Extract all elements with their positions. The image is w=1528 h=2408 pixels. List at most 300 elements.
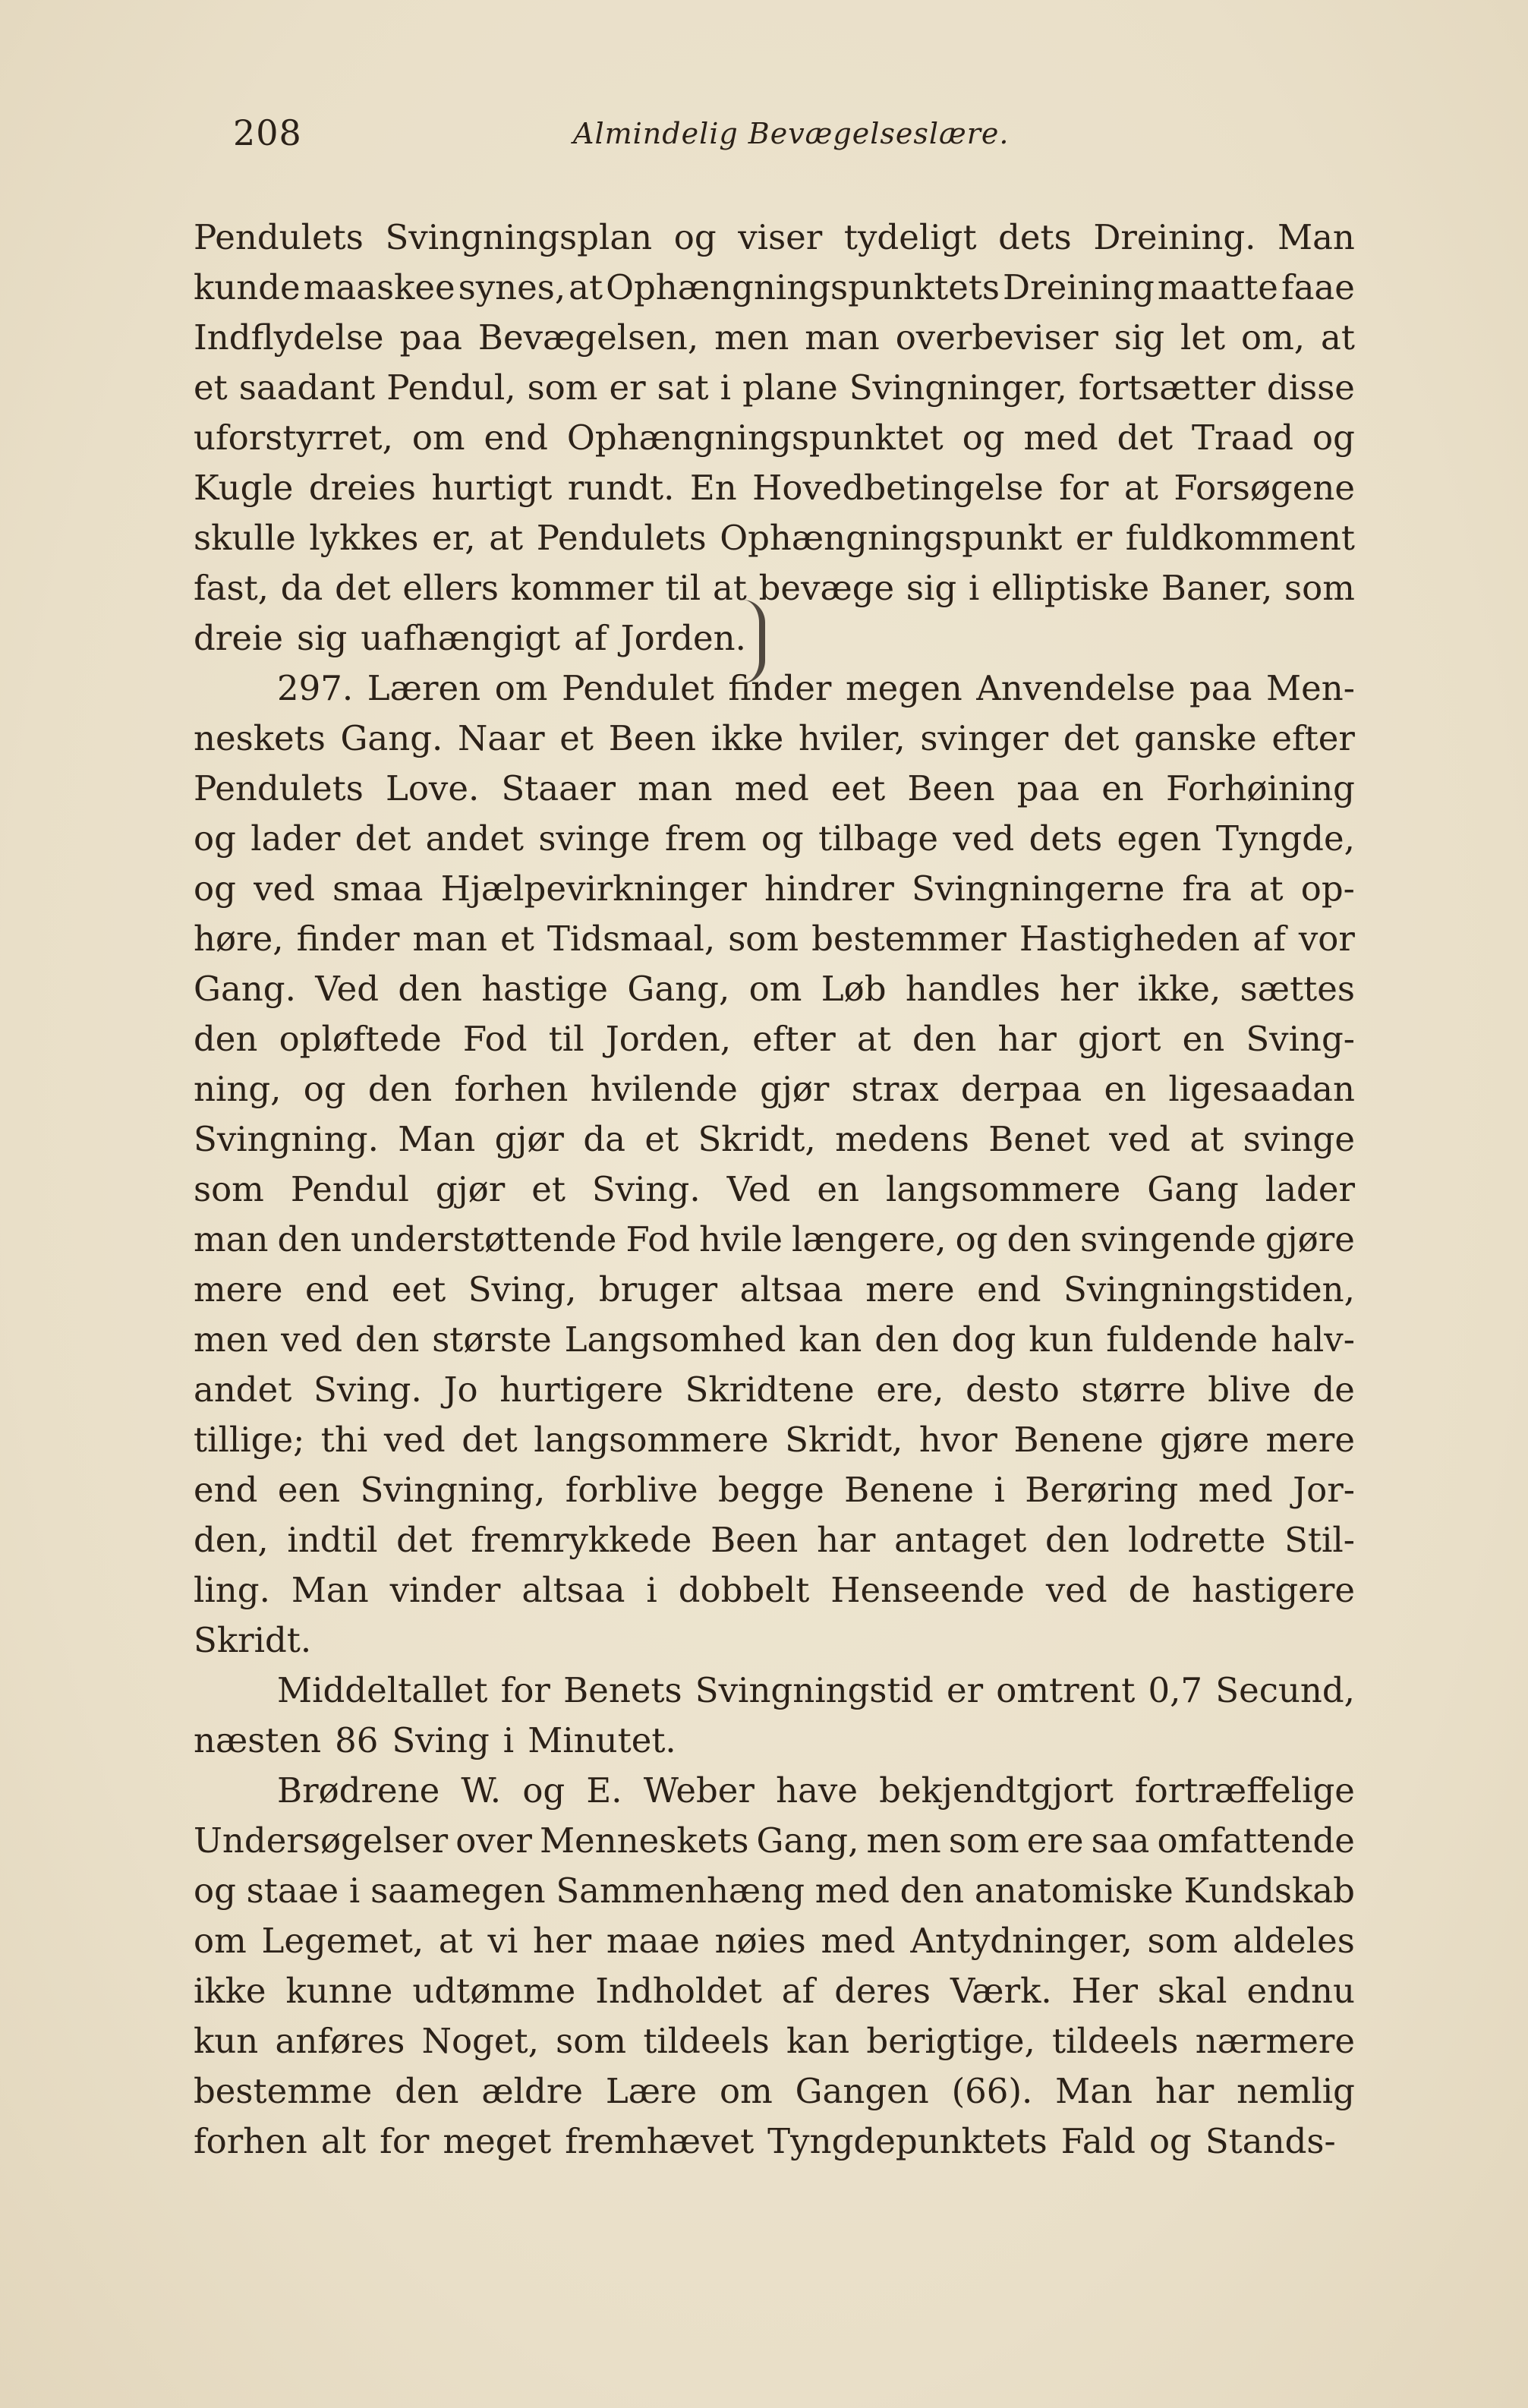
word: tillige;: [194, 1420, 305, 1460]
word: Dreining.: [1093, 217, 1256, 257]
text-line: [194, 1415, 1355, 1465]
word: har: [1155, 2071, 1215, 2111]
word: et: [500, 919, 534, 959]
word: som: [948, 1820, 1019, 1861]
word: med: [814, 1871, 890, 1911]
word: Værk.: [950, 1971, 1052, 2011]
word: har: [817, 1520, 876, 1560]
word: ældre: [481, 2071, 583, 2111]
word: Ophængningspunkt: [720, 518, 1063, 558]
word: hindrer: [764, 868, 894, 909]
word: Sving.: [313, 1369, 422, 1410]
word: ellers: [402, 568, 499, 608]
word: Skridt.: [194, 1620, 312, 1660]
word: Legemet,: [261, 1921, 424, 1961]
word: fortsætter: [1078, 367, 1255, 408]
word: men: [194, 1319, 269, 1360]
word: gjør: [435, 1169, 506, 1209]
word: viser: [738, 217, 823, 257]
word: Love.: [385, 768, 480, 808]
word: er,: [432, 518, 476, 558]
word: den: [367, 1069, 433, 1109]
word: og: [1148, 2121, 1192, 2161]
word: svinge: [538, 818, 651, 859]
text-line: [194, 914, 1355, 964]
word: og: [194, 868, 236, 909]
word: Gangen: [795, 2071, 929, 2111]
word: endnu: [1246, 1971, 1355, 2011]
word: ved: [1045, 1570, 1107, 1610]
word: deres: [834, 1971, 931, 2011]
word: Indflydelse: [194, 317, 384, 358]
word: kunne: [285, 1971, 393, 2011]
word: om: [748, 969, 802, 1009]
text-line: [194, 1064, 1355, 1114]
word: nærmere: [1195, 2021, 1355, 2061]
text-line: [194, 764, 1355, 814]
word: svingende: [1080, 1219, 1256, 1259]
word: ikke: [194, 1971, 266, 2011]
word: da: [280, 568, 323, 608]
word: at: [856, 1019, 891, 1059]
word: her: [533, 1921, 592, 1961]
word: den: [277, 1219, 342, 1259]
word: og: [522, 1770, 566, 1811]
text-line: [194, 814, 1355, 864]
word: Noget,: [421, 2021, 539, 2061]
word: Secund,: [1215, 1670, 1355, 1710]
word: Undersøgelser: [194, 1820, 449, 1861]
word: sig: [906, 568, 957, 608]
word: altsaa: [739, 1269, 843, 1310]
word: Sving-: [1246, 1019, 1355, 1059]
word: ved: [254, 868, 315, 909]
word: dreie: [194, 618, 283, 658]
word: og: [194, 1871, 236, 1911]
word: strax: [851, 1069, 939, 1109]
word: lader: [1265, 1169, 1355, 1209]
word: dreies: [308, 468, 416, 508]
word: Svingningstiden,: [1063, 1269, 1355, 1310]
text-line: [194, 563, 1355, 613]
word: megen: [845, 668, 962, 708]
word: fuldende: [1106, 1319, 1259, 1360]
word: skulle: [194, 518, 296, 558]
word: frem: [665, 818, 747, 859]
word: som: [728, 919, 799, 959]
word: om: [194, 1921, 247, 1961]
word: at: [1189, 1119, 1224, 1159]
word: med: [734, 768, 809, 808]
word: som: [194, 1169, 264, 1209]
word: hvor: [918, 1420, 997, 1460]
word: efter: [752, 1019, 836, 1059]
word: kan: [786, 2021, 850, 2061]
text-line: [194, 1716, 1355, 1766]
word: fortræffelige: [1134, 1770, 1355, 1811]
word: som: [1147, 1921, 1218, 1961]
word: Stil-: [1284, 1520, 1355, 1560]
text-line: [194, 1866, 1355, 1916]
word: Benet: [988, 1119, 1090, 1159]
word: den: [395, 2071, 459, 2111]
word: svinger: [920, 718, 1049, 758]
word: den: [194, 1019, 258, 1059]
word: da: [583, 1119, 625, 1159]
word: udtømme: [412, 1971, 576, 2011]
word: disse: [1266, 367, 1355, 408]
word: Gang.: [340, 718, 443, 758]
text-line: [194, 864, 1355, 914]
word: Hovedbetingelse: [752, 468, 1044, 508]
word: neskets: [194, 718, 326, 758]
word: Løb: [821, 969, 887, 1009]
word: forhen: [194, 2121, 307, 2161]
word: eet: [391, 1269, 446, 1310]
word: Svingning,: [360, 1470, 546, 1510]
word: bestemme: [194, 2071, 373, 2111]
word: alt: [320, 2121, 367, 2161]
word: Sving,: [468, 1269, 577, 1310]
word: af: [1252, 919, 1286, 959]
word: en: [1101, 768, 1144, 808]
word: vinder: [389, 1570, 501, 1610]
word: end: [194, 1470, 258, 1510]
word: som: [1284, 568, 1355, 608]
word: Benets: [563, 1670, 682, 1710]
word: Indholdet: [595, 1971, 762, 2011]
word: ling.: [194, 1570, 270, 1610]
word: her: [1059, 969, 1119, 1009]
paragraph: [194, 1666, 1355, 1766]
word: halv-: [1271, 1319, 1355, 1360]
word: gjør: [494, 1119, 564, 1159]
word: Naar: [458, 718, 545, 758]
word: Man: [291, 1570, 369, 1610]
word: saamegen: [370, 1871, 546, 1911]
word: over: [455, 1820, 532, 1861]
word: desto: [966, 1369, 1060, 1410]
word: om,: [1241, 317, 1306, 358]
word: for: [380, 2121, 430, 2161]
word: aldeles: [1233, 1921, 1355, 1961]
word: Gang: [1147, 1169, 1239, 1209]
word: end: [977, 1269, 1041, 1310]
word: Man: [398, 1119, 476, 1159]
word: og: [303, 1069, 346, 1109]
word: end: [304, 1269, 370, 1310]
word: om: [494, 668, 548, 708]
word: i: [646, 1570, 657, 1610]
word: vi: [487, 1921, 518, 1961]
text-line: [194, 2116, 1355, 2167]
word: Benene: [844, 1470, 975, 1510]
word: handles: [905, 969, 1041, 1009]
word: thi: [320, 1420, 368, 1460]
word: med: [1198, 1470, 1273, 1510]
word: tilbage: [818, 818, 939, 859]
word: om: [411, 418, 465, 458]
word: hviler,: [798, 718, 906, 758]
word: Sving: [392, 1720, 490, 1760]
word: ikke,: [1137, 969, 1221, 1009]
word: derpaa: [960, 1069, 1082, 1109]
word: finder: [728, 668, 832, 708]
word: dets: [998, 217, 1072, 257]
word: det: [396, 1520, 452, 1560]
word: af: [781, 1971, 815, 2011]
word: et: [531, 1169, 566, 1209]
word: men: [866, 1820, 941, 1861]
word: bestemmer: [811, 919, 1007, 959]
text-line: [194, 1515, 1355, 1565]
word: Svingningstid: [695, 1670, 934, 1710]
word: den: [1045, 1520, 1110, 1560]
word: understøttende: [351, 1219, 617, 1259]
word: en: [1182, 1019, 1225, 1059]
word: Sving.: [591, 1169, 701, 1209]
word: Man: [1278, 217, 1355, 257]
word: det: [1063, 718, 1120, 758]
word: Henseende: [830, 1570, 1025, 1610]
word: hurtigere: [499, 1369, 663, 1410]
word: (66).: [951, 2071, 1033, 2111]
word: som: [556, 2021, 627, 2061]
word: høre,: [194, 919, 284, 959]
word: sig: [296, 618, 348, 658]
word: nøies: [714, 1921, 806, 1961]
text-line: [194, 1615, 1355, 1666]
word: et: [644, 1119, 679, 1159]
text-line: [194, 413, 1355, 463]
word: 297.: [277, 668, 354, 708]
word: ere,: [876, 1369, 944, 1410]
word: Fald: [1060, 2121, 1136, 2161]
word: Anvendelse: [976, 668, 1176, 708]
handwritten-bracket-mark: [729, 600, 765, 683]
word: maaskee: [303, 267, 455, 307]
word: er: [946, 1670, 984, 1710]
word: een: [277, 1470, 341, 1510]
word: Svingningsplan: [385, 217, 653, 257]
word: lykkes: [309, 518, 419, 558]
word: mere: [865, 1269, 955, 1310]
word: tydeligt: [843, 217, 977, 257]
word: lader: [250, 818, 341, 859]
text-line: [194, 1265, 1355, 1315]
word: gjør: [760, 1069, 830, 1109]
word: Her: [1071, 1971, 1139, 2011]
word: Forhøining: [1165, 768, 1355, 808]
word: gjøre: [1159, 1420, 1249, 1460]
word: hvilende: [590, 1069, 738, 1109]
word: med: [1023, 418, 1098, 458]
paragraph: [194, 213, 1355, 663]
word: anføres: [275, 2021, 405, 2061]
word: efter: [1271, 718, 1355, 758]
word: de: [1312, 1369, 1355, 1410]
word: og: [1312, 418, 1355, 458]
word: og: [673, 217, 717, 257]
text-line: [194, 513, 1355, 563]
word: et: [559, 718, 594, 758]
word: paa: [399, 317, 462, 358]
text-line: [194, 213, 1355, 263]
word: Ophængningspunktet: [566, 418, 944, 458]
word: Pendulets: [194, 768, 364, 808]
word: uafhængigt: [361, 618, 561, 658]
word: elliptiske: [991, 568, 1150, 608]
word: hastigere: [1192, 1570, 1355, 1610]
word: ved: [281, 1319, 343, 1360]
word: Jor-: [1293, 1470, 1355, 1510]
word: en: [1104, 1069, 1147, 1109]
word: fremrykkede: [471, 1520, 692, 1560]
word: ved: [953, 818, 1015, 859]
word: er: [1075, 518, 1113, 558]
word: Been: [608, 718, 696, 758]
word: det: [354, 818, 411, 859]
word: Tidsmaal,: [547, 919, 716, 959]
word: Forsøgene: [1174, 468, 1355, 508]
word: E.: [586, 1770, 622, 1811]
text-line: [194, 463, 1355, 513]
text-line: [194, 1365, 1355, 1415]
word: Svingningerne: [912, 868, 1165, 909]
word: de: [1128, 1570, 1171, 1610]
word: eet: [830, 768, 886, 808]
word: Minutet.: [528, 1720, 676, 1760]
word: hastige: [481, 969, 609, 1009]
word: Langsomhed: [564, 1319, 786, 1360]
word: i: [503, 1720, 515, 1760]
word: det: [335, 568, 391, 608]
word: kun: [1029, 1319, 1094, 1360]
word: og: [962, 418, 1005, 458]
word: Antydninger,: [910, 1921, 1133, 1961]
text-line: [194, 1966, 1355, 2016]
text-line: [194, 263, 1355, 313]
word: forhen: [454, 1069, 569, 1109]
word: til: [665, 568, 701, 608]
word: kan: [799, 1319, 862, 1360]
word: vor: [1298, 919, 1355, 959]
word: Pendulets: [536, 518, 707, 558]
word: et: [194, 367, 228, 408]
word: om: [719, 2071, 773, 2111]
text-line: [194, 1215, 1355, 1265]
word: uforstyrret,: [194, 418, 393, 458]
word: og: [955, 1219, 998, 1259]
word: lodrette: [1128, 1520, 1266, 1560]
word: ning,: [194, 1069, 282, 1109]
word: for: [1059, 468, 1109, 508]
word: Ophængningspunktets: [606, 267, 1000, 307]
word: i: [968, 568, 980, 608]
text-line: [194, 1465, 1355, 1515]
word: og: [194, 818, 236, 859]
word: ligesaadan: [1168, 1069, 1355, 1109]
word: 86: [335, 1720, 379, 1760]
paragraph: [194, 1766, 1355, 2167]
word: nemlig: [1237, 2071, 1355, 2111]
word: Jo: [443, 1369, 478, 1410]
word: Svingninger,: [849, 367, 1067, 408]
word: opløftede: [279, 1019, 442, 1059]
word: største: [432, 1319, 552, 1360]
word: man: [638, 768, 713, 808]
word: sættes: [1240, 969, 1355, 1009]
word: smaa: [332, 868, 424, 909]
word: Traad: [1192, 418, 1294, 458]
word: forblive: [565, 1470, 698, 1510]
word: tildeels: [1052, 2021, 1179, 2061]
word: man: [805, 317, 880, 358]
word: med: [821, 1921, 896, 1961]
word: Berøring: [1025, 1470, 1179, 1510]
word: antaget: [894, 1520, 1027, 1560]
word: Brødrene: [277, 1770, 440, 1811]
word: Man: [1055, 2071, 1133, 2111]
word: Pendulets: [194, 217, 364, 257]
text-line: [194, 313, 1355, 363]
text-line: [194, 1565, 1355, 1615]
word: at: [489, 518, 524, 558]
word: Dreining: [1003, 267, 1155, 307]
word: paa: [1016, 768, 1080, 808]
word: Kundskab: [1183, 1871, 1355, 1911]
word: staae: [246, 1871, 339, 1911]
word: svinge: [1243, 1119, 1355, 1159]
word: dobbelt: [678, 1570, 810, 1610]
word: dets: [1029, 818, 1103, 859]
word: det: [1117, 418, 1174, 458]
word: op-: [1300, 868, 1355, 909]
word: man: [412, 919, 488, 959]
word: Tyngde,: [1215, 818, 1355, 859]
word: meget: [443, 2121, 552, 2161]
word: Skridtene: [685, 1369, 855, 1410]
word: have: [776, 1770, 858, 1811]
word: bruger: [598, 1269, 718, 1310]
text-line: [194, 964, 1355, 1014]
word: det: [462, 1420, 518, 1460]
text-line: [194, 1816, 1355, 1866]
word: sig: [1114, 317, 1165, 358]
word: bevæge: [758, 568, 895, 608]
word: at: [712, 568, 747, 608]
text-line: [194, 1014, 1355, 1064]
word: Hastigheden: [1019, 919, 1240, 959]
running-head: Almindelig Bevægelseslære.: [573, 117, 1010, 150]
text-line: [194, 613, 1355, 663]
word: men: [714, 317, 789, 358]
word: fra: [1182, 868, 1232, 909]
word: blive: [1208, 1369, 1291, 1410]
word: den: [874, 1319, 939, 1360]
word: den: [912, 1019, 977, 1059]
word: berigtige,: [866, 2021, 1035, 2061]
word: tildeels: [643, 2021, 770, 2061]
word: kun: [194, 2021, 259, 2061]
word: den: [1007, 1219, 1072, 1259]
word: Tyngdepunktets: [767, 2121, 1048, 2161]
word: fast,: [194, 568, 269, 608]
page-number: 208: [233, 112, 302, 153]
text-line: [194, 1916, 1355, 1966]
word: Ved: [315, 969, 380, 1009]
word: hvile: [699, 1219, 783, 1259]
